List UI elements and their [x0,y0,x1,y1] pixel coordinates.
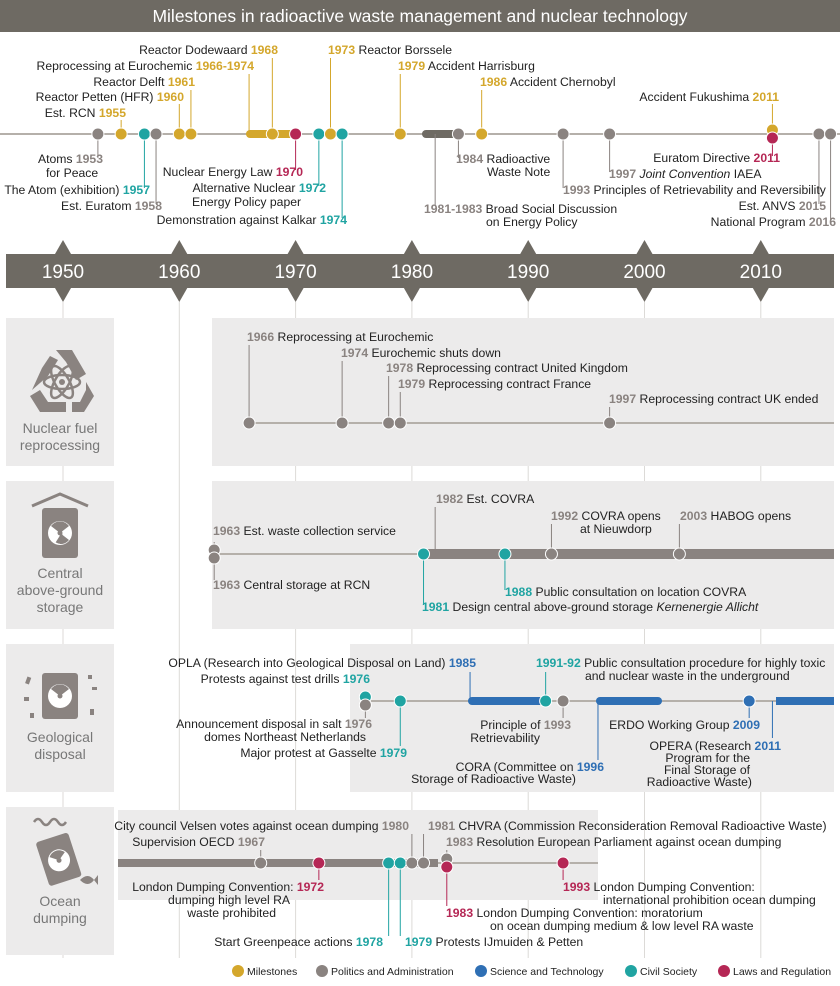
year-marker-up [753,240,769,254]
storage-label-2: above-ground [16,582,104,598]
oce-dot-1983b [441,861,453,873]
rep-dot-1974 [336,417,348,429]
event-dot-1970 [290,128,302,140]
event-dot-2011 [766,132,778,144]
storage-bar [428,549,834,559]
oce-label-ldc-1972: London Dumping Convention: 1972 [132,880,324,894]
sto-label-1992-2: at Nieuwdorp [580,522,652,536]
rep-dot-1978 [383,417,395,429]
year-label: 1960 [158,262,201,283]
page-title: Milestones in radioactive waste management and nuclear technology [152,6,688,26]
geo-dot-1979 [394,695,406,707]
year-marker-up [637,240,653,254]
year-axis [6,240,834,302]
label-chernobyl: 1986 Accident Chernobyl [480,75,616,89]
year-marker-down [404,288,420,302]
reprocessing-label-2: reprocessing [19,437,101,453]
geo-label-erdo: ERDO Working Group 2009 [609,718,760,732]
event-dot-1997 [604,128,616,140]
oce-label-ldc-1983-2: on ocean dumping medium & low level RA waste [490,919,754,933]
event-dot-2015 [813,128,825,140]
oce-label-chvra: 1981 CHVRA (Commission Reconsideration Removal Radioactive Waste) [428,819,827,833]
rep-label-1978: 1978 Reprocessing contract United Kingdom [386,361,628,375]
geo-label-consultation-2: and nuclear waste in the underground [585,669,790,683]
label-alt-nuclear-2: Energy Policy paper [192,195,302,209]
label-social-discussion-2: on Energy Policy [486,215,578,229]
oce-label-resolution: 1983 Resolution European Parliament against ocean dumping [446,835,782,849]
sto-label-1981: 1981 Design central above-ground storage Kernenergie Allicht [422,600,759,614]
rep-dot-1997 [604,417,616,429]
sto-label-1988: 1988 Public consultation on location COVRA [505,585,747,599]
top-labels-above [36,43,780,120]
oce-dot-1978 [383,857,395,869]
sto-label-2003: 2003 HABOG opens [680,509,792,523]
oce-label-ldc-1972-3: waste prohibited [187,906,276,920]
rep-label-1974: 1974 Eurochemic shuts down [341,346,501,360]
oce-label-ldc-1993: 1993 London Dumping Convention: [563,880,755,894]
geo-label-opera-3: Final Storage of [663,763,750,777]
label-petten: Reactor Petten (HFR) 1960 [35,90,184,104]
legend-laws: Laws and Regulation [733,966,832,978]
event-dot-1953 [92,128,104,140]
rep-label-1979: 1979 Reprocessing contract France [398,377,592,391]
event-dot-1958 [150,128,162,140]
year-marker-down [753,288,769,302]
year-marker-down [171,288,187,302]
oce-label-oecd: Supervision OECD 1967 [132,835,265,849]
rep-dot-1966 [243,417,255,429]
geo-dot-2009 [743,695,755,707]
oce-label-greenpeace: Start Greenpeace actions 1978 [214,935,383,949]
geo-label-opla: OPLA (Research into Geological Disposal on Land) 1985 [168,656,476,670]
geo-label-cora-2: Storage of Radioactive Waste) [411,772,576,786]
oce-dot-1981 [418,857,430,869]
legend-swatch-science [475,965,487,977]
year-label: 1980 [390,262,434,283]
rep-dot-1979 [394,417,406,429]
label-joint-convention: 1997 Joint Convention IAEA [609,167,762,181]
event-dot-1968 [266,128,278,140]
year-marker-up [288,240,304,254]
event-dot-1974 [336,128,348,140]
label-fukushima: Accident Fukushima 2011 [639,90,779,104]
oce-label-velsen: City council Velsen votes against ocean dumping 1980 [114,819,409,833]
event-dot-1972 [313,128,325,140]
year-label: 1990 [507,262,550,283]
geo-label-cora: CORA (Committee on 1996 [455,760,604,774]
storage-label-1: Central [37,565,83,581]
legend-civil: Civil Society [640,966,698,978]
label-atoms-peace: Atoms 1953 [37,152,103,166]
event-dot-2016 [825,128,837,140]
label-waste-note: 1984 Radioactive [456,152,551,166]
sto-label-1963a: 1963 Est. waste collection service [213,524,396,538]
label-atoms-peace-2: for Peace [46,166,99,180]
label-euratom: Est. Euratom 1958 [61,199,162,213]
label-euratom-directive: Euratom Directive 2011 [653,151,780,165]
ocean-label-2: dumping [33,910,87,926]
label-nuclear-energy-law: Nuclear Energy Law 1970 [162,165,303,179]
oce-dot-1967 [255,857,267,869]
year-marker-up [404,240,420,254]
label-social-discussion: 1981-1983 Broad Social Discussion [424,202,618,216]
legend-swatch-laws [718,965,730,977]
rep-label-1966: 1966 Reprocessing at Eurochemic [247,330,434,344]
geo-label-salt-2: domes Northeast Netherlands [204,730,366,744]
sto-dot-1992 [545,548,557,560]
legend-politics: Politics and Administration [331,966,454,978]
geo-bar-opera [776,697,834,705]
reprocessing-label-1: Nuclear fuel [22,420,98,436]
legend-swatch-politics [316,965,328,977]
geo-bar-cora [596,697,662,705]
label-atom-exhibition: The Atom (exhibition) 1957 [4,183,150,197]
label-dodewaard: Reactor Dodewaard 1968 [139,43,278,57]
legend-science: Science and Technology [490,966,604,978]
geo-label-opera-2: Program for the [665,751,750,765]
event-dot-1993 [557,128,569,140]
ocean-label-1: Ocean [39,893,81,909]
label-national-program: National Program 2016 [710,215,836,229]
geo-label-opera: OPERA (Research 2011 [649,739,781,753]
geo-label-gasselte: Major protest at Gasselte 1979 [240,746,407,760]
label-borssele: 1973 Reactor Borssele [328,43,452,57]
sto-label-1982: 1982 Est. COVRA [436,492,535,506]
label-waste-note-2: Waste Note [487,165,551,179]
label-harrisburg: 1979 Accident Harrisburg [398,59,535,73]
oce-dot-1972 [313,857,325,869]
geo-label-opera-4: Radioactive Waste) [646,775,752,789]
year-marker-up [55,240,71,254]
event-dot-1979 [394,128,406,140]
rep-label-1997: 1997 Reprocessing contract UK ended [609,392,819,406]
geo-label-retrievability: Principle of 1993 [480,718,571,732]
year-marker-down [520,288,536,302]
year-marker-up [171,240,187,254]
sto-label-1963b: 1963 Central storage at RCN [213,578,371,592]
year-marker-down [288,288,304,302]
label-kalkar: Demonstration against Kalkar 1974 [156,213,347,227]
event-dot-1986 [476,128,488,140]
year-label: 2010 [739,262,782,283]
geological-label-2: disposal [34,746,86,762]
year-label: 2000 [623,262,666,283]
oce-dot-1979 [394,857,406,869]
oce-dot-1993 [557,857,569,869]
sto-dot-1981 [418,548,430,560]
event-dot-1957 [138,128,150,140]
sto-dot-1963b [208,552,220,564]
legend-milestones: Milestones [247,966,298,978]
legend-swatch-civil [625,965,637,977]
label-principles: 1993 Principles of Retrievability and Reversibility [563,183,826,197]
oce-dot-1980 [406,857,418,869]
label-alt-nuclear: Alternative Nuclear 1972 [192,181,326,195]
event-dot-1984 [452,128,464,140]
year-label: 1950 [41,262,85,283]
storage-label-3: storage [36,599,84,615]
event-dot-1960 [173,128,185,140]
label-rcn: Est. RCN 1955 [44,106,126,120]
year-label: 1970 [274,262,317,283]
geo-dot-1993 [557,695,569,707]
geo-dot-1991 [540,695,552,707]
label-delft: Reactor Delft 1961 [93,75,195,89]
label-anvs: Est. ANVS 2015 [738,199,826,213]
geo-label-salt: Announcement disposal in salt 1976 [176,717,372,731]
oce-label-ldc-1993-2: international prohibition ocean dumping [603,893,816,907]
year-marker-down [637,288,653,302]
sto-dot-2003 [673,548,685,560]
geo-bar-opla [468,697,544,705]
label-eurochemic: Reprocessing at Eurochemic 1966-1974 [36,59,254,73]
event-dot-1961 [185,128,197,140]
year-marker-down [55,288,71,302]
top-labels-below [4,151,836,229]
legend-swatch-milestones [232,965,244,977]
geo-label-retrievability-2: Retrievability [470,731,540,745]
oce-label-ldc-1983: 1983 London Dumping Convention: moratorium [446,906,703,920]
oce-label-ijmuiden: 1979 Protests IJmuiden & Petten [405,935,584,949]
sto-dot-1988 [499,548,511,560]
sto-label-1992: 1992 COVRA opens [551,509,661,523]
event-dot-1955 [115,128,127,140]
geo-label-consultation: 1991-92 Public consultation procedure for highly toxic [536,656,826,670]
geo-dot-1976b [359,699,371,711]
geological-label-1: Geological [26,729,94,745]
year-marker-up [520,240,536,254]
geo-label-test-drills: Protests against test drills 1976 [200,672,370,686]
event-dot-1973 [324,128,336,140]
oce-label-ldc-1972-2: dumping high level RA [168,893,290,907]
legend [232,965,831,978]
